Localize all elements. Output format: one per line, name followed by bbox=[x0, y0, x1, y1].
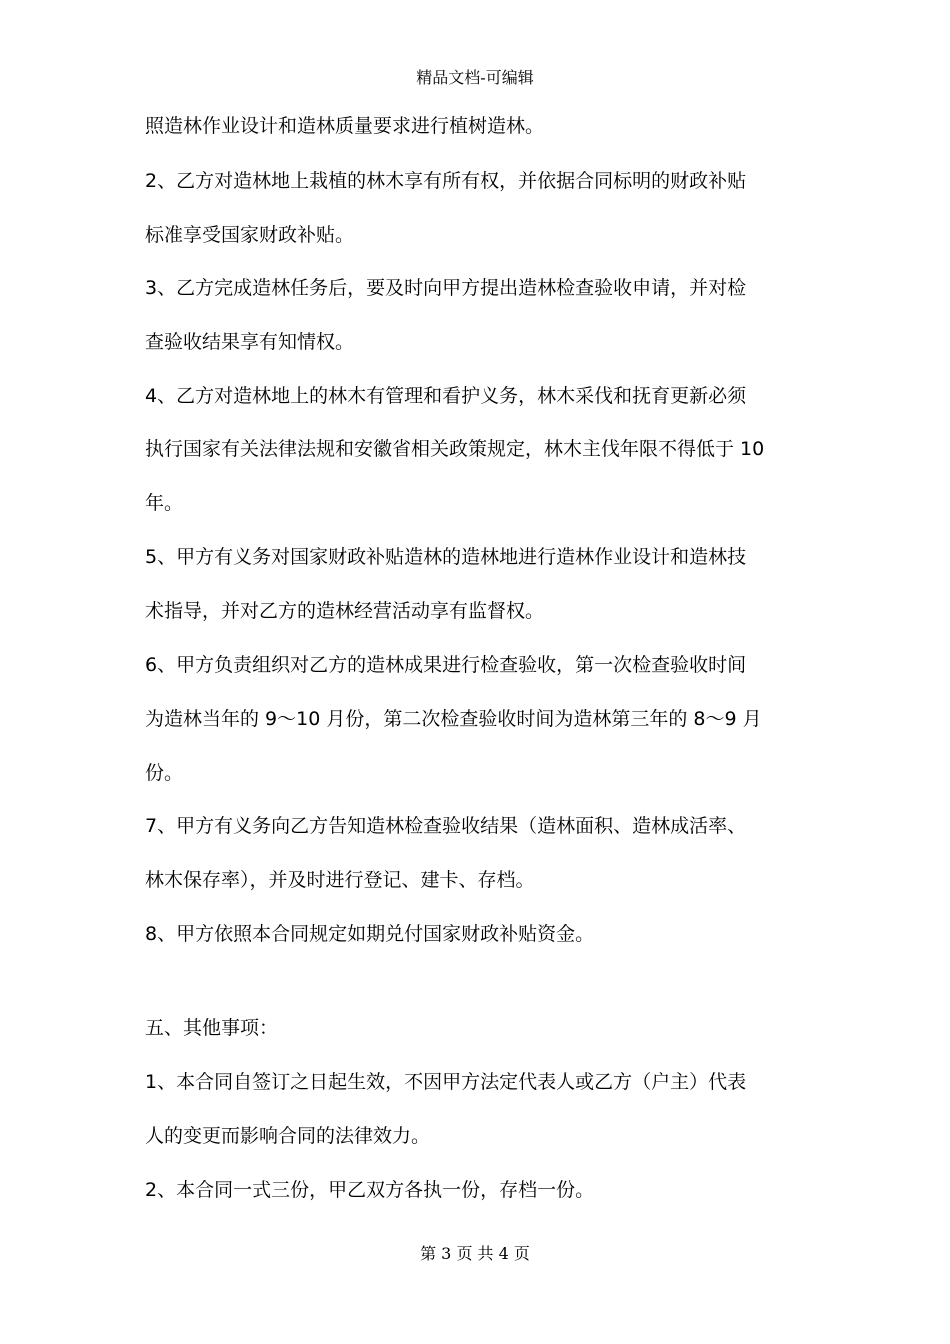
text-line: 查验收结果享有知情权。 bbox=[145, 331, 355, 353]
text-line: 4、乙方对造林地上的林木有管理和看护义务，林木采伐和抚育更新必须 bbox=[145, 385, 747, 407]
text-line: 术指导，并对乙方的造林经营活动享有监督权。 bbox=[145, 600, 545, 622]
text-line: 3、乙方完成造林任务后，要及时向甲方提出造林检查验收申请，并对检 bbox=[145, 277, 747, 299]
text-line: 执行国家有关法律法规和安徽省相关政策规定，林木主伐年限不得低于 10 bbox=[145, 438, 765, 460]
text-line: 照造林作业设计和造林质量要求进行植树造林。 bbox=[145, 115, 545, 137]
text-line: 年。 bbox=[145, 492, 184, 514]
text-line: 7、甲方有义务向乙方告知造林检查验收结果（造林面积、造林成活率、 bbox=[145, 815, 747, 837]
text-line: 林木保存率），并及时进行登记、建卡、存档。 bbox=[145, 869, 535, 891]
text-line: 人的变更而影响合同的法律效力。 bbox=[145, 1125, 431, 1147]
text-line: 6、甲方负责组织对乙方的造林成果进行检查验收，第一次检查验收时间 bbox=[145, 654, 747, 676]
text-line: 2、乙方对造林地上栽植的林木享有所有权，并依据合同标明的财政补贴 bbox=[145, 170, 747, 192]
text-line: 8、甲方依照本合同规定如期兑付国家财政补贴资金。 bbox=[145, 923, 595, 945]
text-line: 为造林当年的 9～10 月份，第二次检查验收时间为造林第三年的 8～9 月 bbox=[145, 708, 762, 730]
text-line: 份。 bbox=[145, 762, 184, 784]
page-header: 精品文档-可编辑 bbox=[416, 68, 534, 87]
text-line: 2、本合同一式三份，甲乙双方各执一份，存档一份。 bbox=[145, 1179, 595, 1201]
text-line: 1、本合同自签订之日起生效，不因甲方法定代表人或乙方（户主）代表 bbox=[145, 1071, 747, 1093]
page-footer: 第 3 页 共 4 页 bbox=[420, 1244, 530, 1263]
section-heading: 五、其他事项： bbox=[145, 1017, 279, 1039]
text-line: 标准享受国家财政补贴。 bbox=[145, 224, 355, 246]
text-line: 5、甲方有义务对国家财政补贴造林的造林地进行造林作业设计和造林技 bbox=[145, 546, 747, 568]
